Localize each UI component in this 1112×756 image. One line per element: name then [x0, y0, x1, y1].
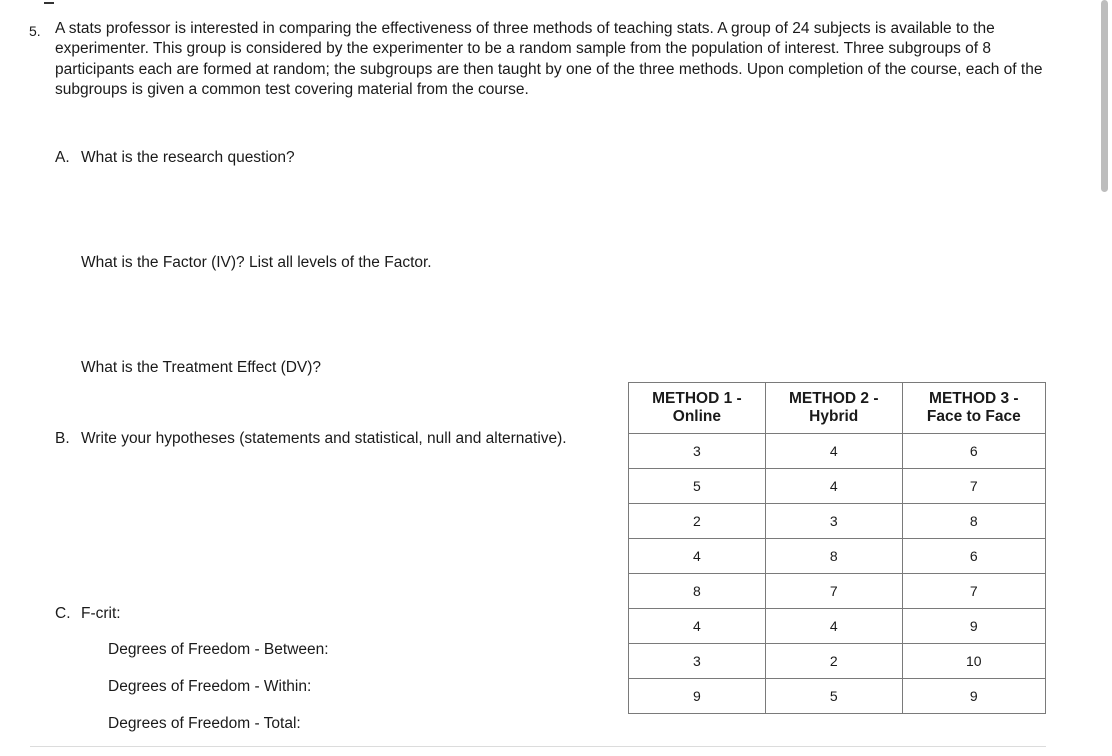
- header-line-1: METHOD 3 -: [929, 390, 1019, 407]
- table-cell: 4: [765, 434, 902, 469]
- header-line-2: Face to Face: [926, 408, 1021, 425]
- table-cell: 4: [629, 609, 766, 644]
- header-line-2: Hybrid: [809, 408, 859, 425]
- table-row: [629, 504, 1046, 539]
- table-cell: 7: [902, 469, 1045, 504]
- part-c-letter: C.: [55, 605, 71, 622]
- question-prompt: A stats professor is interested in comparing the effectiveness of three methods of teaching stats. A group of 24 subjects is available to the experimenter. This group is considered by the experimenter to be a random sample from the population of interest. Three subgroups of 8 participants each are formed at random; the subgroups are then taught by one of the three methods. Upon completion of the course, each of the subgroups is given a common test covering material from the course.: [55, 20, 1043, 98]
- table-row: [629, 644, 1046, 679]
- header-line-1: METHOD 2 -: [788, 390, 879, 407]
- header-method-2: [765, 383, 902, 434]
- question-number: 5.: [29, 23, 41, 39]
- dv-question: What is the Treatment Effect (DV)?: [81, 359, 322, 376]
- table-cell: 9: [902, 679, 1045, 714]
- fcrit-text: F-crit:: [81, 605, 121, 622]
- table-row: [629, 434, 1046, 469]
- page-edge-mark: [44, 0, 54, 4]
- part-b-letter: B.: [55, 430, 70, 447]
- page-bottom-divider: [30, 746, 1046, 747]
- header-line-1: METHOD 1 -: [652, 390, 742, 407]
- df-total-label: Degrees of Freedom - Total:: [108, 715, 301, 732]
- part-a-research-question: [55, 148, 295, 168]
- table-row: [629, 574, 1046, 609]
- df-between-label: Degrees of Freedom - Between:: [108, 641, 329, 658]
- header-method-1: [629, 383, 766, 434]
- research-question-text: What is the research question?: [81, 149, 295, 166]
- table-cell: 8: [902, 504, 1045, 539]
- table-cell: 5: [765, 679, 902, 714]
- table-cell: 5: [629, 469, 766, 504]
- table-header-row: [629, 383, 1046, 434]
- table-cell: 7: [765, 574, 902, 609]
- header-method-3: [902, 383, 1045, 434]
- table-cell: 6: [902, 434, 1045, 469]
- vertical-scrollbar[interactable]: [1101, 0, 1108, 192]
- table-cell: 6: [902, 539, 1045, 574]
- table-cell: 8: [629, 574, 766, 609]
- df-within-label: Degrees of Freedom - Within:: [108, 678, 312, 695]
- table-row: [629, 609, 1046, 644]
- table-cell: 4: [765, 609, 902, 644]
- table-cell: 4: [629, 539, 766, 574]
- table-cell: 3: [629, 644, 766, 679]
- table-cell: 3: [629, 434, 766, 469]
- table-cell: 7: [902, 574, 1045, 609]
- part-b-hypotheses: [55, 429, 567, 449]
- table-cell: 3: [765, 504, 902, 539]
- table-cell: 10: [902, 644, 1045, 679]
- table-cell: 2: [629, 504, 766, 539]
- factor-question: What is the Factor (IV)? List all levels of the Factor.: [81, 254, 432, 271]
- part-c-fcrit: [55, 604, 121, 624]
- table-cell: 2: [765, 644, 902, 679]
- hypotheses-text: Write your hypotheses (statements and statistical, null and alternative).: [81, 430, 567, 447]
- part-a-letter: A.: [55, 149, 70, 166]
- table-row: [629, 679, 1046, 714]
- table-row: [629, 469, 1046, 504]
- table-cell: 4: [765, 469, 902, 504]
- header-line-2: Online: [672, 408, 722, 425]
- table-cell: 9: [902, 609, 1045, 644]
- table-cell: 9: [629, 679, 766, 714]
- table-cell: 8: [765, 539, 902, 574]
- table-row: [629, 539, 1046, 574]
- scores-table: [628, 382, 1046, 714]
